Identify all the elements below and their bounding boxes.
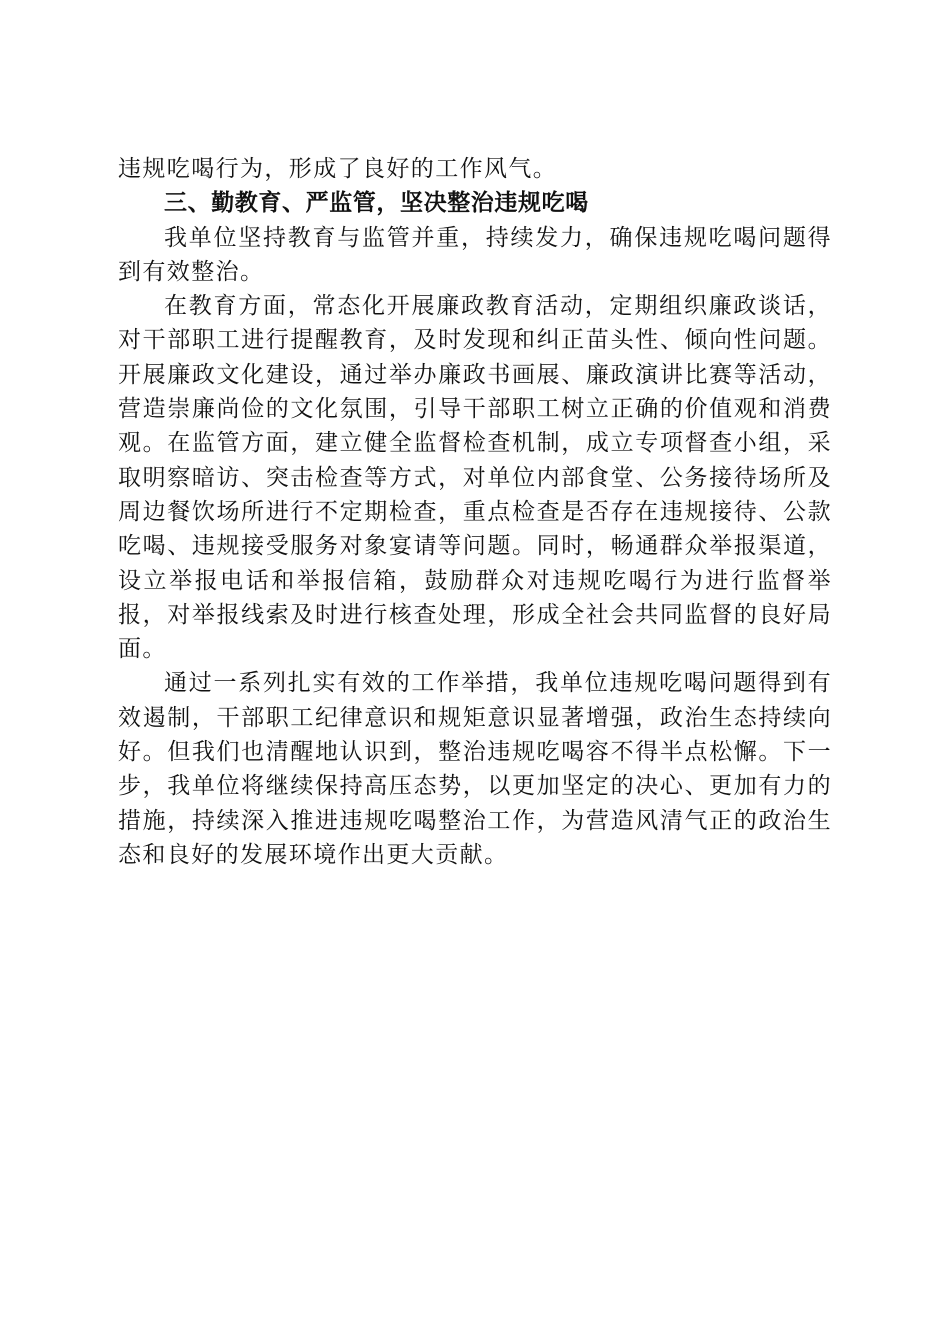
paragraph-continuation: 违规吃喝行为，形成了良好的工作风气。 [118,156,558,182]
paragraph-intro: 我单位坚持教育与监管并重，持续发力，确保违规吃喝问题得到有效整治。 [118,224,832,285]
section-heading: 三、勤教育、严监管，坚决整治违规吃喝 [164,190,589,217]
document-body [118,152,832,872]
paragraph-education-supervision: 在教育方面，常态化开展廉政教育活动，定期组织廉政谈话，对干部职工进行提醒教育，及时发现和纠正苗头性、倾向性问题。开展廉政文化建设，通过举办廉政书画展、廉政演讲比赛等活动，营造崇廉尚俭的文化氛围，引导干部职工树立正确的价值观和消费观。在监管方面，建立健全监督检查机制，成立专项督查小组，采取明察暗访、突击检查等方式，对单位内部食堂、公务接待场所及周边餐饮场所进行不定期检查，重点检查是否存在违规接待、公款吃喝、违规接受服务对象宴请等问题。同时，畅通群众举报渠道，设立举报电话和举报信箱，鼓励群众对违规吃喝行为进行监督举报，对举报线索及时进行核查处理，形成全社会共同监督的良好局面。 [118,293,832,663]
paragraph-conclusion: 通过一系列扎实有效的工作举措，我单位违规吃喝问题得到有效遏制，干部职工纪律意识和规矩意识显著增强，政治生态持续向好。但我们也清醒地认识到，整治违规吃喝容不得半点松懈。下一步，我单位将继续保持高压态势，以更加坚定的决心、更加有力的措施，持续深入推进违规吃喝整治工作，为营造风清气正的政治生态和良好的发展环境作出更大贡献。 [118,670,832,868]
